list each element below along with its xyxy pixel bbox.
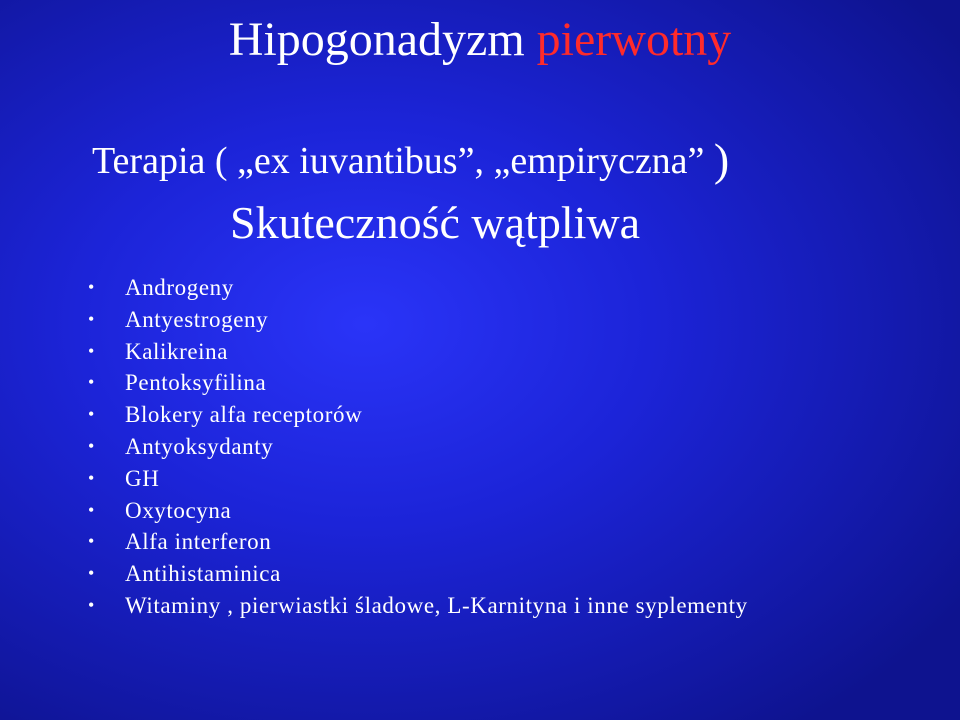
list-item-text: Antyoksydanty (125, 433, 274, 459)
list-item-text: Antyestrogeny (125, 306, 269, 332)
bullet-icon: • (88, 467, 95, 488)
list-item (88, 367, 748, 399)
bullet-icon: • (88, 277, 95, 297)
list-item-text: Witaminy , pierwiastki śladowe, L-Karnityna i inne syplementy (125, 592, 748, 618)
list-item-text: Antihistaminica (125, 561, 281, 587)
bullet-icon: • (88, 435, 95, 456)
list-item (88, 463, 748, 495)
bullet-icon: • (88, 563, 95, 584)
list-item (88, 526, 748, 558)
list-item-text: Androgeny (125, 275, 234, 300)
therapy-list (88, 272, 748, 622)
bullet-icon: • (88, 404, 95, 425)
list-item-text: Pentoksyfilina (125, 370, 267, 396)
therapy-text: Terapia ( „ex iuvantibus”, „empiryczna” (92, 140, 714, 182)
list-item (88, 431, 748, 463)
list-item-text: Oxytocyna (125, 497, 232, 523)
bullet-icon: • (88, 531, 95, 552)
therapy-closing-paren: ) (713, 134, 730, 185)
list-item (88, 558, 748, 590)
list-item (88, 495, 748, 527)
list-item (88, 336, 748, 368)
bullet-icon: • (88, 499, 95, 520)
title-accent: pierwotny (536, 13, 732, 66)
list-item-text: GH (125, 465, 160, 491)
list-item (88, 399, 748, 431)
list-item (88, 304, 748, 336)
list-item-text: Alfa interferon (125, 529, 272, 555)
list-item-text: Blokery alfa receptorów (125, 402, 363, 428)
effectiveness-line: Skuteczność wątpliwa (230, 197, 641, 248)
therapy-line (92, 136, 729, 185)
bullet-icon: • (88, 308, 95, 329)
bullet-icon: • (88, 594, 95, 615)
list-item (88, 272, 748, 304)
title-main: Hipogonadyzm (228, 13, 537, 66)
slide-title (0, 12, 960, 68)
bullet-icon: • (88, 340, 95, 361)
list-item (88, 590, 748, 622)
list-item-text: Kalikreina (125, 338, 229, 364)
bullet-icon: • (88, 372, 95, 393)
